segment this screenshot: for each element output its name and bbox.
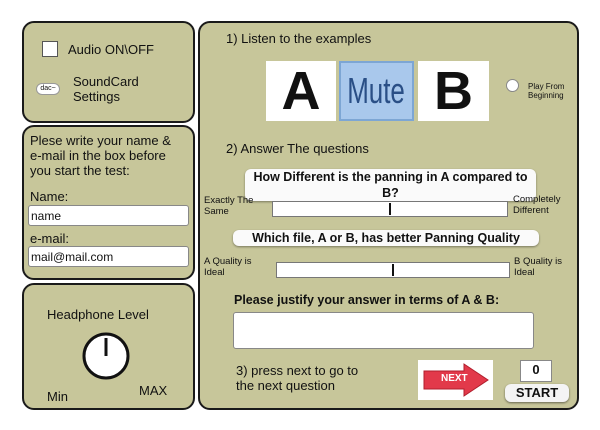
play-from-beginning-label: Play From Beginning (528, 82, 565, 100)
email-label: e-mail: (30, 231, 70, 246)
name-label: Name: (30, 189, 69, 204)
justify-textarea[interactable] (233, 312, 534, 349)
q2-slider-thumb[interactable] (392, 264, 394, 276)
question-counter: 0 (520, 360, 552, 382)
q2-slider[interactable] (276, 262, 510, 278)
play-a-button[interactable] (266, 61, 336, 121)
mute-label: Mute (347, 70, 406, 111)
main-panel (198, 21, 579, 410)
q2-right-label: B Quality is Ideal (514, 256, 563, 278)
q1-left-label: Exactly The Same (204, 195, 254, 217)
next-label: NEXT (441, 373, 468, 384)
identity-panel (22, 125, 195, 280)
headphone-min-label: Min (47, 389, 68, 404)
q2-left-label: A Quality is Ideal (204, 256, 252, 278)
dac-icon[interactable]: dac~ (36, 83, 60, 95)
step2-label: 2) Answer The questions (226, 141, 369, 156)
next-button[interactable] (418, 360, 493, 400)
headphone-level-knob[interactable] (81, 331, 131, 381)
letter-a: A (281, 61, 321, 121)
q1-right-label: Completely Different (513, 194, 561, 216)
email-input[interactable] (28, 246, 189, 267)
audio-toggle-label: Audio ON\OFF (68, 42, 154, 57)
q1-slider[interactable] (272, 201, 508, 217)
step1-label: 1) Listen to the examples (226, 31, 372, 46)
headphone-max-label: MAX (139, 383, 168, 398)
identity-instructions: Plese write your name & e-mail in the box before you start the test: (30, 133, 171, 178)
audio-panel (22, 21, 195, 123)
justify-label: Please justify your answer in terms of A & B: (234, 293, 500, 307)
question1-label: How Different is the panning in A compared to B? (245, 169, 536, 201)
letter-b: B (434, 61, 473, 121)
name-input[interactable] (28, 205, 189, 226)
headphone-level-title: Headphone Level (47, 307, 149, 322)
mute-button[interactable] (339, 61, 414, 121)
q1-slider-thumb[interactable] (389, 203, 391, 215)
play-from-beginning-radio[interactable] (506, 79, 519, 92)
headphone-panel (22, 283, 195, 410)
audio-toggle-checkbox[interactable] (42, 41, 58, 57)
soundcard-settings-label[interactable]: SoundCard Settings (73, 74, 139, 104)
start-button[interactable]: START (505, 384, 569, 402)
question2-label: Which file, A or B, has better Panning Quality (233, 230, 539, 246)
step3-label: 3) press next to go to the next question (236, 363, 359, 393)
play-b-button[interactable] (418, 61, 489, 121)
